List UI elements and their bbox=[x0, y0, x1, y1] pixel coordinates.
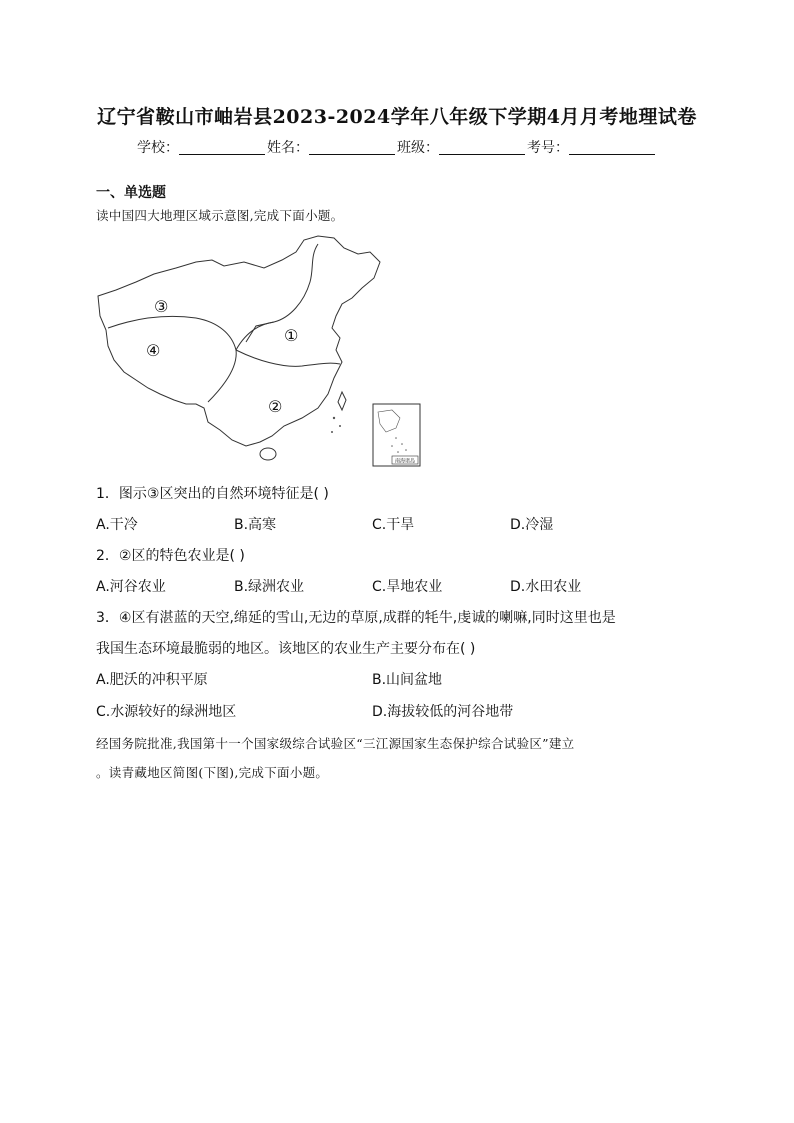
q1-option-c[interactable]: C.干旱 bbox=[372, 517, 415, 533]
question-1-stem: 1．图示③区突出的自然环境特征是( ) bbox=[96, 486, 329, 502]
question-3-stem-line-2: 我国生态环境最脆弱的地区。该地区的农业生产主要分布在( ) bbox=[96, 641, 476, 657]
q1-option-a[interactable]: A.干冷 bbox=[96, 517, 138, 533]
q3-option-c[interactable]: C.水源较好的绿洲地区 bbox=[96, 704, 237, 720]
intro-text-1: 读中国四大地理区域示意图,完成下面小题。 bbox=[96, 208, 344, 223]
region-2-label: ② bbox=[268, 397, 283, 416]
school-blank[interactable] bbox=[179, 140, 265, 155]
taiwan-island bbox=[338, 392, 346, 410]
class-blank[interactable] bbox=[439, 140, 525, 155]
school-label: 学校： bbox=[137, 140, 179, 156]
hainan-island bbox=[260, 448, 276, 460]
q1-option-b[interactable]: B.高寒 bbox=[234, 517, 277, 533]
name-blank[interactable] bbox=[309, 140, 395, 155]
q3-option-d[interactable]: D.海拔较低的河谷地带 bbox=[372, 704, 514, 720]
q3-option-b[interactable]: B.山间盆地 bbox=[372, 672, 443, 688]
section-heading: 一、单选题 bbox=[96, 185, 166, 201]
region-1-label: ① bbox=[284, 326, 299, 345]
boundary-line-1 bbox=[108, 316, 236, 402]
question-3-stem-line-1: 3．④区有湛蓝的天空,绵延的雪山,无边的草原,成群的牦牛,虔诚的喇嘛,同时这里也是 bbox=[96, 610, 616, 626]
region-4-label: ④ bbox=[146, 341, 161, 360]
intro-text-2-line-1: 经国务院批准,我国第十一个国家级综合试验区“三江源国家生态保护综合试验区”建立 bbox=[96, 736, 575, 751]
class-label: 班级： bbox=[397, 140, 439, 156]
q2-option-c[interactable]: C.旱地农业 bbox=[372, 579, 443, 595]
region-3-label: ③ bbox=[154, 297, 169, 316]
exam-number-blank[interactable] bbox=[569, 140, 655, 155]
q1-option-d[interactable]: D.冷湿 bbox=[510, 517, 554, 533]
exam-number-label: 考号： bbox=[527, 140, 569, 156]
q2-option-a[interactable]: A.河谷农业 bbox=[96, 579, 166, 595]
name-label: 姓名： bbox=[267, 140, 309, 156]
q2-option-d[interactable]: D.水田农业 bbox=[510, 579, 582, 595]
student-info-row bbox=[0, 137, 794, 157]
intro-text-2-line-2: 。读青藏地区简图(下图),完成下面小题。 bbox=[96, 765, 329, 780]
boundary-line-2 bbox=[236, 350, 340, 366]
q2-option-b[interactable]: B.绿洲农业 bbox=[234, 579, 305, 595]
page-title: 辽宁省鞍山市岫岩县2023-2024学年八年级下学期4月月考地理试卷 bbox=[97, 106, 697, 128]
inset-label: 南海诸岛 bbox=[394, 458, 416, 465]
south-china-sea-inset bbox=[373, 404, 420, 466]
china-outline bbox=[98, 236, 380, 446]
question-2-stem: 2．②区的特色农业是( ) bbox=[96, 548, 245, 564]
boundary-line-3 bbox=[236, 244, 318, 350]
q3-option-a[interactable]: A.肥沃的冲积平原 bbox=[96, 672, 208, 688]
china-regions-map bbox=[96, 232, 436, 472]
